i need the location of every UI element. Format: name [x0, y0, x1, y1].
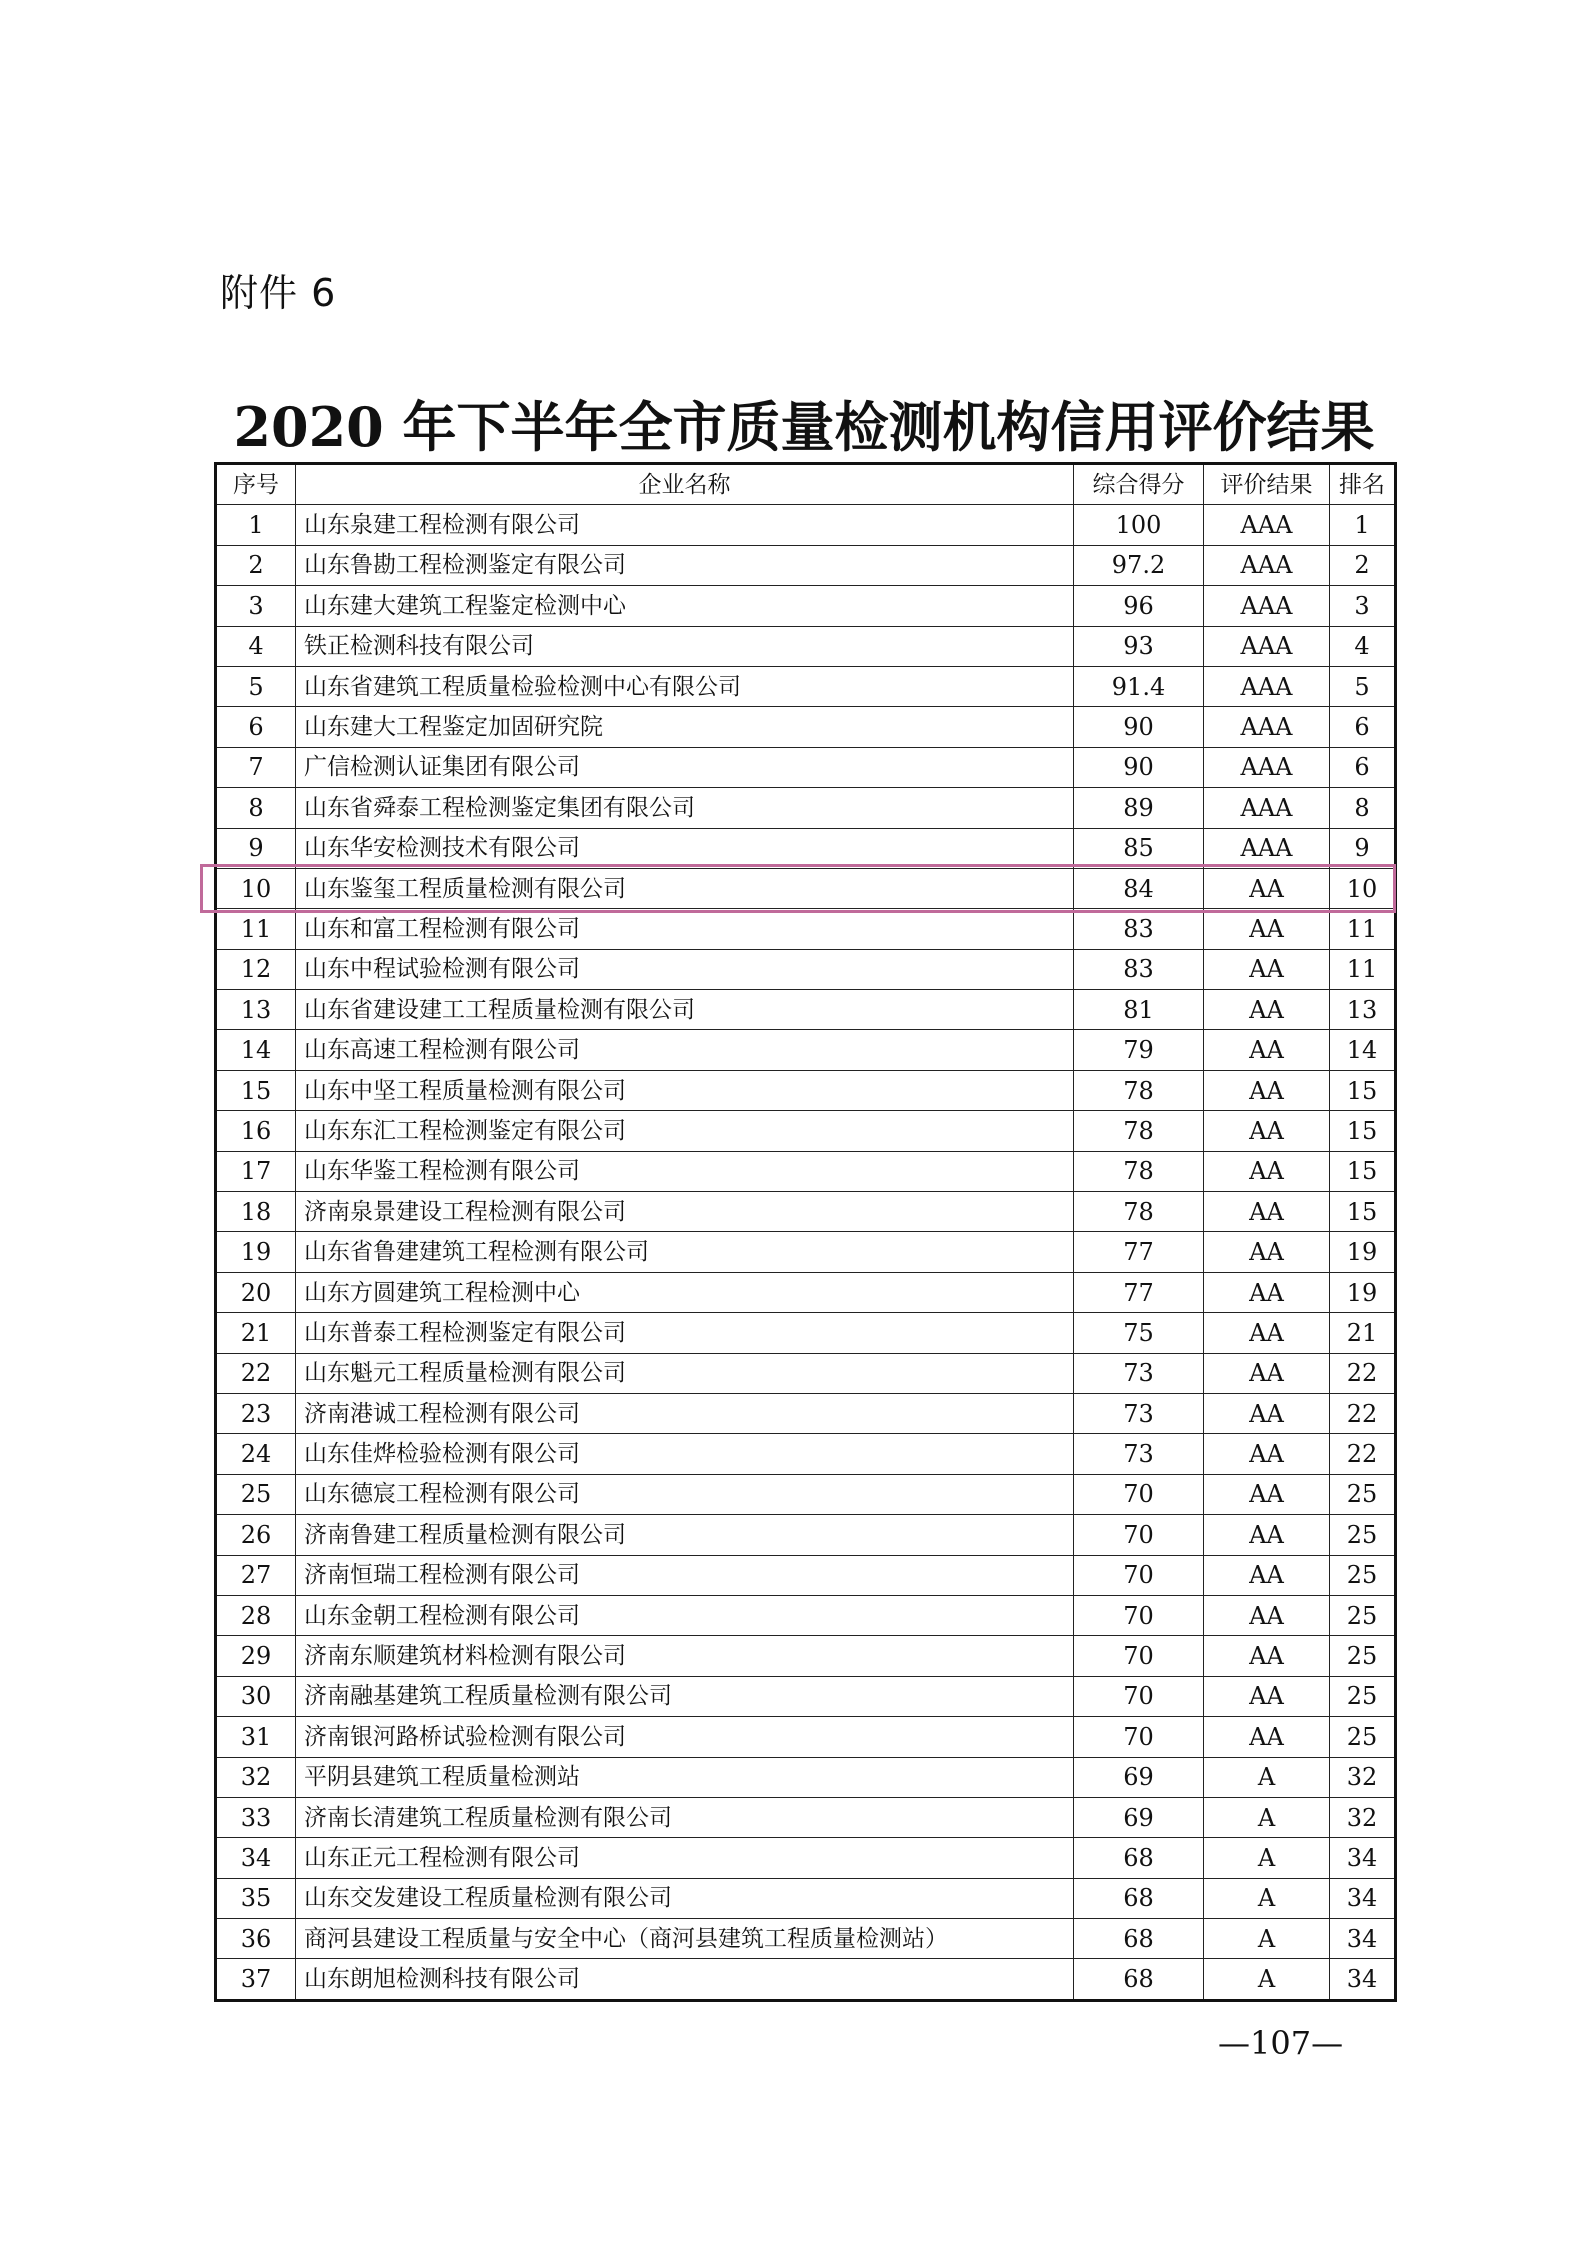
row-index: 15 [216, 1070, 296, 1110]
score: 73 [1074, 1434, 1204, 1474]
company-name: 济南泉景建设工程检测有限公司 [296, 1192, 1074, 1232]
row-index: 16 [216, 1111, 296, 1151]
rank: 21 [1330, 1313, 1396, 1353]
score: 70 [1074, 1595, 1204, 1635]
company-name: 山东魁元工程质量检测有限公司 [296, 1353, 1074, 1393]
rank: 4 [1330, 626, 1396, 666]
rank: 25 [1330, 1676, 1396, 1716]
company-name: 山东省建设建工工程质量检测有限公司 [296, 990, 1074, 1030]
row-index: 6 [216, 707, 296, 747]
table-row [216, 1232, 1396, 1272]
company-name: 铁正检测科技有限公司 [296, 626, 1074, 666]
table-row [216, 990, 1396, 1030]
header-score: 综合得分 [1074, 464, 1204, 505]
rating: A [1204, 1919, 1330, 1959]
score: 85 [1074, 828, 1204, 868]
table-row [216, 1353, 1396, 1393]
company-name: 山东交发建设工程质量检测有限公司 [296, 1878, 1074, 1918]
rating: AAA [1204, 666, 1330, 706]
rank: 5 [1330, 666, 1396, 706]
rank: 14 [1330, 1030, 1396, 1070]
table-row [216, 868, 1396, 908]
score: 68 [1074, 1959, 1204, 2000]
score: 78 [1074, 1070, 1204, 1110]
company-name: 山东泉建工程检测有限公司 [296, 505, 1074, 545]
score: 79 [1074, 1030, 1204, 1070]
rank: 6 [1330, 707, 1396, 747]
rating: AAA [1204, 707, 1330, 747]
table-row [216, 1151, 1396, 1191]
row-index: 2 [216, 545, 296, 585]
rank: 3 [1330, 586, 1396, 626]
company-name: 济南融基建筑工程质量检测有限公司 [296, 1676, 1074, 1716]
company-name: 山东正元工程检测有限公司 [296, 1838, 1074, 1878]
header-rating: 评价结果 [1204, 464, 1330, 505]
table-row [216, 505, 1396, 545]
rank: 15 [1330, 1192, 1396, 1232]
score: 70 [1074, 1474, 1204, 1514]
rank: 25 [1330, 1595, 1396, 1635]
company-name: 山东华安检测技术有限公司 [296, 828, 1074, 868]
score: 91.4 [1074, 666, 1204, 706]
rating: A [1204, 1757, 1330, 1797]
rank: 25 [1330, 1636, 1396, 1676]
row-index: 22 [216, 1353, 296, 1393]
row-index: 4 [216, 626, 296, 666]
score: 97.2 [1074, 545, 1204, 585]
rating: AA [1204, 1717, 1330, 1757]
rank: 25 [1330, 1555, 1396, 1595]
rank: 34 [1330, 1878, 1396, 1918]
rank: 6 [1330, 747, 1396, 787]
table-row [216, 1797, 1396, 1837]
company-name: 山东佳烨检验检测有限公司 [296, 1434, 1074, 1474]
company-name: 山东建大工程鉴定加固研究院 [296, 707, 1074, 747]
rank: 25 [1330, 1717, 1396, 1757]
rank: 11 [1330, 949, 1396, 989]
document-title: 2020 年下半年全市质量检测机构信用评价结果 [233, 395, 1375, 459]
rank: 22 [1330, 1434, 1396, 1474]
score: 68 [1074, 1919, 1204, 1959]
company-name: 济南鲁建工程质量检测有限公司 [296, 1515, 1074, 1555]
rating: A [1204, 1959, 1330, 2000]
table-header-row [216, 464, 1396, 505]
company-name: 山东朗旭检测科技有限公司 [296, 1959, 1074, 2000]
score: 84 [1074, 868, 1204, 908]
company-name: 济南长清建筑工程质量检测有限公司 [296, 1797, 1074, 1837]
table-row [216, 1919, 1396, 1959]
rank: 15 [1330, 1111, 1396, 1151]
row-index: 24 [216, 1434, 296, 1474]
rating: AA [1204, 1474, 1330, 1514]
company-name: 山东和富工程检测有限公司 [296, 909, 1074, 949]
company-name: 济南恒瑞工程检测有限公司 [296, 1555, 1074, 1595]
row-index: 26 [216, 1515, 296, 1555]
row-index: 18 [216, 1192, 296, 1232]
rating: AA [1204, 990, 1330, 1030]
row-index: 13 [216, 990, 296, 1030]
row-index: 23 [216, 1393, 296, 1433]
rating: AA [1204, 1353, 1330, 1393]
company-name: 济南港诚工程检测有限公司 [296, 1393, 1074, 1433]
row-index: 10 [216, 868, 296, 908]
rating: AA [1204, 1636, 1330, 1676]
table-row [216, 545, 1396, 585]
rank: 2 [1330, 545, 1396, 585]
table-row [216, 909, 1396, 949]
rating: AA [1204, 1232, 1330, 1272]
table-row [216, 1878, 1396, 1918]
table-row [216, 1393, 1396, 1433]
rating: AA [1204, 1515, 1330, 1555]
company-name: 山东华鉴工程检测有限公司 [296, 1151, 1074, 1191]
rating: AA [1204, 1070, 1330, 1110]
row-index: 33 [216, 1797, 296, 1837]
score: 70 [1074, 1676, 1204, 1716]
company-name: 济南东顺建筑材料检测有限公司 [296, 1636, 1074, 1676]
attachment-label: 附件 6 [220, 271, 337, 315]
company-name: 山东德宸工程检测有限公司 [296, 1474, 1074, 1514]
table-row [216, 949, 1396, 989]
rank: 19 [1330, 1232, 1396, 1272]
table-row [216, 1636, 1396, 1676]
score: 93 [1074, 626, 1204, 666]
score: 70 [1074, 1636, 1204, 1676]
rating: AA [1204, 1313, 1330, 1353]
table-row [216, 788, 1396, 828]
table-row [216, 1515, 1396, 1555]
rating: AAA [1204, 788, 1330, 828]
table-row [216, 1959, 1396, 2000]
header-rank: 排名 [1330, 464, 1396, 505]
table-row [216, 1434, 1396, 1474]
score: 96 [1074, 586, 1204, 626]
rating: AA [1204, 1676, 1330, 1716]
rank: 34 [1330, 1838, 1396, 1878]
rating: AA [1204, 1555, 1330, 1595]
table-row [216, 1474, 1396, 1514]
rank: 25 [1330, 1474, 1396, 1514]
company-name: 山东中程试验检测有限公司 [296, 949, 1074, 989]
row-index: 34 [216, 1838, 296, 1878]
table-row [216, 828, 1396, 868]
table-row [216, 666, 1396, 706]
company-name: 广信检测认证集团有限公司 [296, 747, 1074, 787]
rating: AA [1204, 1393, 1330, 1433]
rating: AA [1204, 1434, 1330, 1474]
rating: AA [1204, 1272, 1330, 1312]
company-name: 山东省舜泰工程检测鉴定集团有限公司 [296, 788, 1074, 828]
row-index: 19 [216, 1232, 296, 1272]
company-name: 山东建大建筑工程鉴定检测中心 [296, 586, 1074, 626]
score: 90 [1074, 747, 1204, 787]
row-index: 30 [216, 1676, 296, 1716]
score: 78 [1074, 1192, 1204, 1232]
rating: AAA [1204, 545, 1330, 585]
table-row [216, 1272, 1396, 1312]
rank: 34 [1330, 1919, 1396, 1959]
rating: AAA [1204, 747, 1330, 787]
rank: 19 [1330, 1272, 1396, 1312]
score: 68 [1074, 1878, 1204, 1918]
rating: AA [1204, 1595, 1330, 1635]
score: 73 [1074, 1393, 1204, 1433]
score: 70 [1074, 1555, 1204, 1595]
score: 77 [1074, 1232, 1204, 1272]
rating: AAA [1204, 505, 1330, 545]
rating: AAA [1204, 586, 1330, 626]
header-index: 序号 [216, 464, 296, 505]
table-row [216, 747, 1396, 787]
company-name: 山东鉴玺工程质量检测有限公司 [296, 868, 1074, 908]
score: 83 [1074, 949, 1204, 989]
company-name: 平阴县建筑工程质量检测站 [296, 1757, 1074, 1797]
company-name: 山东普泰工程检测鉴定有限公司 [296, 1313, 1074, 1353]
row-index: 27 [216, 1555, 296, 1595]
row-index: 17 [216, 1151, 296, 1191]
rating: AA [1204, 909, 1330, 949]
table-row [216, 1313, 1396, 1353]
table-row [216, 1717, 1396, 1757]
row-index: 8 [216, 788, 296, 828]
company-name: 山东东汇工程检测鉴定有限公司 [296, 1111, 1074, 1151]
rating: AA [1204, 1192, 1330, 1232]
score: 78 [1074, 1151, 1204, 1191]
rank: 9 [1330, 828, 1396, 868]
score: 83 [1074, 909, 1204, 949]
row-index: 9 [216, 828, 296, 868]
score: 70 [1074, 1717, 1204, 1757]
score: 78 [1074, 1111, 1204, 1151]
row-index: 28 [216, 1595, 296, 1635]
company-name: 山东方圆建筑工程检测中心 [296, 1272, 1074, 1312]
company-name: 山东高速工程检测有限公司 [296, 1030, 1074, 1070]
row-index: 20 [216, 1272, 296, 1312]
rank: 13 [1330, 990, 1396, 1030]
row-index: 14 [216, 1030, 296, 1070]
score: 75 [1074, 1313, 1204, 1353]
row-index: 32 [216, 1757, 296, 1797]
company-name: 山东鲁勘工程检测鉴定有限公司 [296, 545, 1074, 585]
score: 70 [1074, 1515, 1204, 1555]
rating: AA [1204, 1151, 1330, 1191]
rating: AAA [1204, 626, 1330, 666]
score: 69 [1074, 1797, 1204, 1837]
rank: 25 [1330, 1515, 1396, 1555]
rating: A [1204, 1878, 1330, 1918]
row-index: 11 [216, 909, 296, 949]
table-row [216, 1676, 1396, 1716]
score: 77 [1074, 1272, 1204, 1312]
row-index: 29 [216, 1636, 296, 1676]
company-name: 商河县建设工程质量与安全中心（商河县建筑工程质量检测站） [296, 1919, 1074, 1959]
rating: AA [1204, 949, 1330, 989]
rating: AA [1204, 1030, 1330, 1070]
row-index: 1 [216, 505, 296, 545]
row-index: 36 [216, 1919, 296, 1959]
score: 81 [1074, 990, 1204, 1030]
score: 89 [1074, 788, 1204, 828]
rank: 32 [1330, 1797, 1396, 1837]
page-number: —107— [1218, 2024, 1344, 2062]
row-index: 5 [216, 666, 296, 706]
table-row [216, 1838, 1396, 1878]
rank: 22 [1330, 1353, 1396, 1393]
rank: 1 [1330, 505, 1396, 545]
rank: 10 [1330, 868, 1396, 908]
header-company-name: 企业名称 [296, 464, 1074, 505]
table-row [216, 1070, 1396, 1110]
table-row [216, 626, 1396, 666]
table-row [216, 586, 1396, 626]
row-index: 3 [216, 586, 296, 626]
rating: AA [1204, 868, 1330, 908]
row-index: 21 [216, 1313, 296, 1353]
score: 100 [1074, 505, 1204, 545]
rating: A [1204, 1797, 1330, 1837]
company-name: 山东省建筑工程质量检验检测中心有限公司 [296, 666, 1074, 706]
table-row [216, 1757, 1396, 1797]
table-body [216, 505, 1396, 2000]
company-name: 山东金朝工程检测有限公司 [296, 1595, 1074, 1635]
table-row [216, 1192, 1396, 1232]
rating: AAA [1204, 828, 1330, 868]
table-row [216, 1111, 1396, 1151]
table-row [216, 1595, 1396, 1635]
row-index: 35 [216, 1878, 296, 1918]
rank: 32 [1330, 1757, 1396, 1797]
score: 73 [1074, 1353, 1204, 1393]
credit-evaluation-table [214, 462, 1397, 2002]
table-row [216, 1030, 1396, 1070]
rank: 8 [1330, 788, 1396, 828]
table-row [216, 707, 1396, 747]
score: 69 [1074, 1757, 1204, 1797]
row-index: 25 [216, 1474, 296, 1514]
rating: A [1204, 1838, 1330, 1878]
company-name: 山东省鲁建建筑工程检测有限公司 [296, 1232, 1074, 1272]
rank: 34 [1330, 1959, 1396, 2000]
rank: 11 [1330, 909, 1396, 949]
score: 68 [1074, 1838, 1204, 1878]
rank: 22 [1330, 1393, 1396, 1433]
company-name: 济南银河路桥试验检测有限公司 [296, 1717, 1074, 1757]
row-index: 37 [216, 1959, 296, 2000]
row-index: 31 [216, 1717, 296, 1757]
score: 90 [1074, 707, 1204, 747]
rank: 15 [1330, 1151, 1396, 1191]
row-index: 7 [216, 747, 296, 787]
rating: AA [1204, 1111, 1330, 1151]
row-index: 12 [216, 949, 296, 989]
table-row [216, 1555, 1396, 1595]
rank: 15 [1330, 1070, 1396, 1110]
company-name: 山东中坚工程质量检测有限公司 [296, 1070, 1074, 1110]
